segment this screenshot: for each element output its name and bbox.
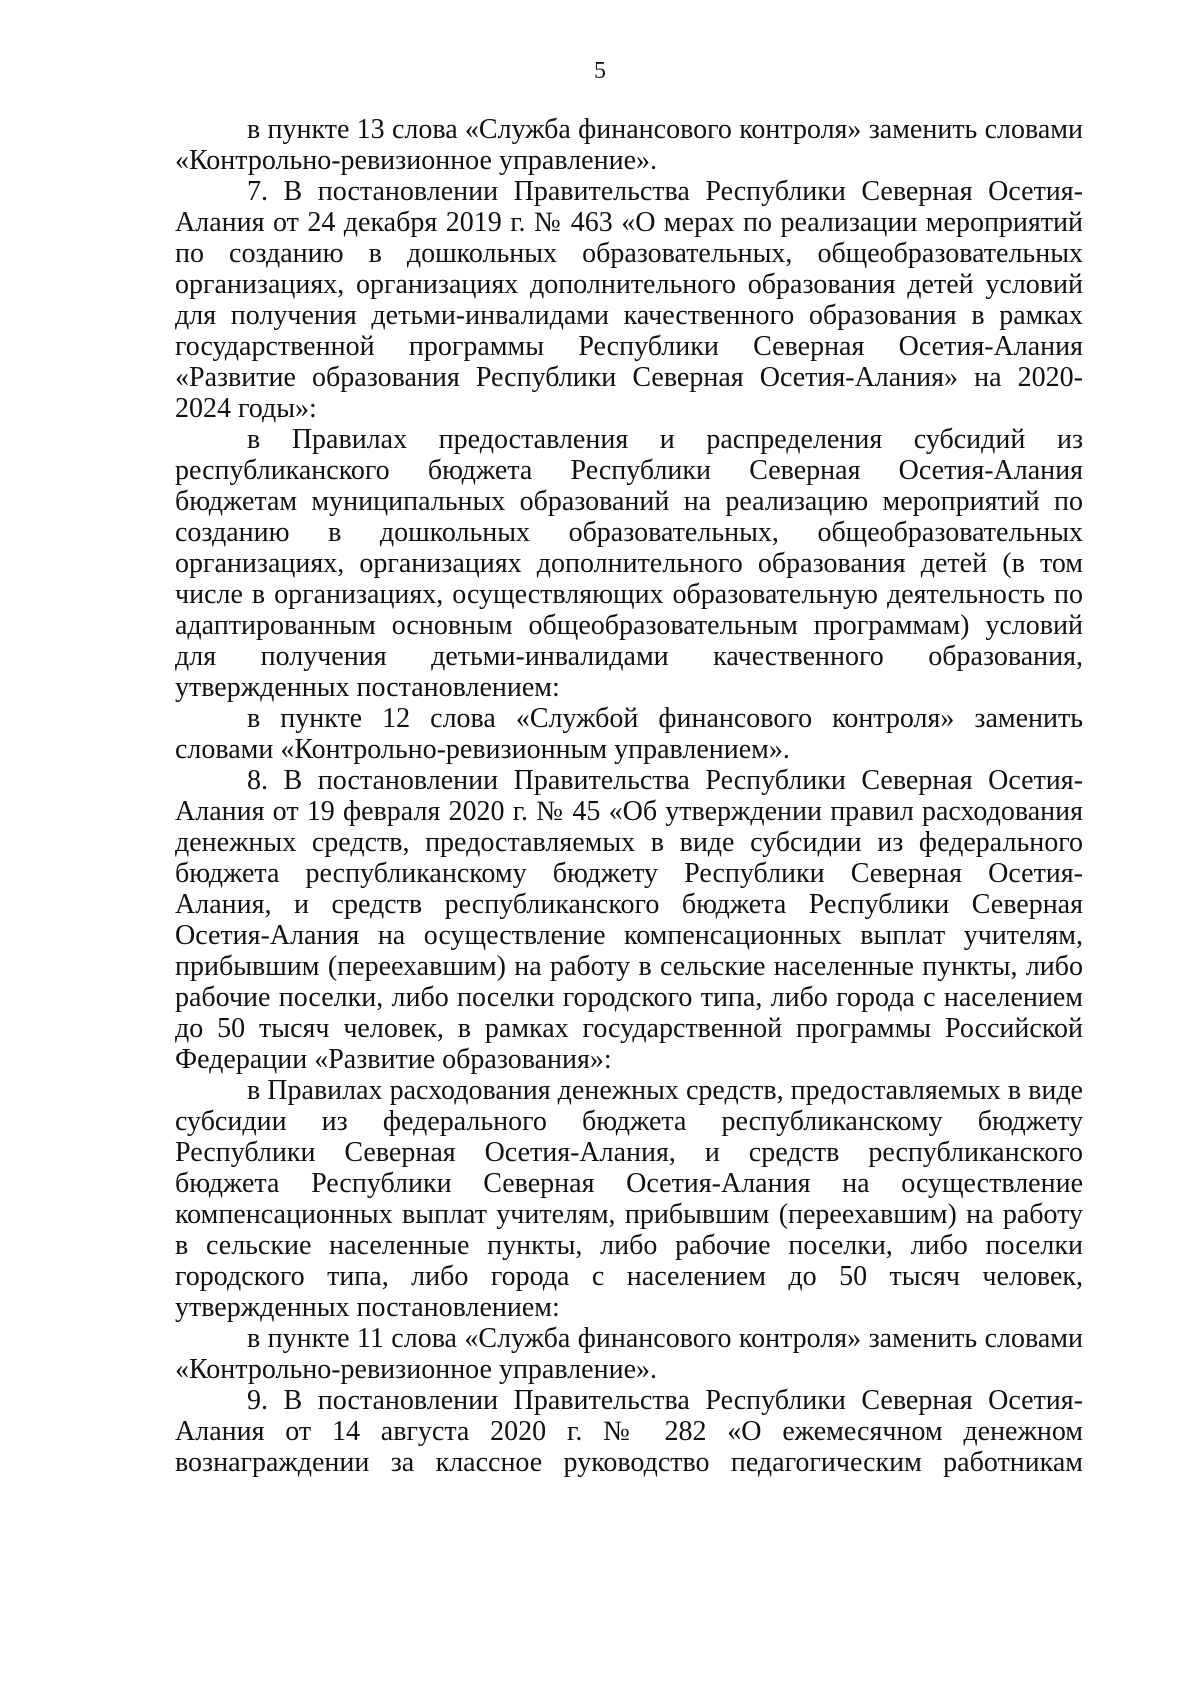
page-number: 5	[594, 58, 606, 84]
paragraph-section-8: 8. В постановлении Правительства Республики Северная Осетия-Алания от 19 февраля 2020 г. № 45 «Об утверждении правил расходования денежных средств, предоставляемых в виде субсидии из федерального бюджета республиканскому бюджету Республики Северная Осетия-Алания, и средств республиканского бюджета Республики Северная Осетия-Алания на осуществление компенсационных выплат учителям, прибывшим (переехавшим) на работу в сельские населенные пункты, либо рабочие поселки, либо поселки городского типа, либо города с населением до 50 тысяч человек, в рамках государственной программы Российской Федерации «Развитие образования»:	[175, 765, 1083, 1075]
document-body	[175, 114, 1083, 1478]
paragraph-rules-spending: в Правилах расходования денежных средств, предоставляемых в виде субсидии из федерального бюджета республиканскому бюджету Республики Северная Осетия-Алания, и средств республиканского бюджета Республики Северная Осетия-Алания на осуществление компенсационных выплат учителям, прибывшим (переехавшим) на работу в сельские населенные пункты, либо рабочие поселки, либо поселки городского типа, либо города с населением до 50 тысяч человек, утвержденных постановлением:	[175, 1075, 1083, 1323]
paragraph-section-9: 9. В постановлении Правительства Республики Северная Осетия-Алания от 14 августа 2020 г. № 282 «О ежемесячном денежном вознаграждении за классное руководство педагогическим работникам	[175, 1385, 1083, 1478]
paragraph-section-7: 7. В постановлении Правительства Республики Северная Осетия-Алания от 24 декабря 2019 г. № 463 «О мерах по реализации мероприятий по созданию в дошкольных образовательных, общеобразовательных организациях, организациях дополнительного образования детей условий для получения детьми-инвалидами качественного образования в рамках государственной программы Республики Северная Осетия-Алания «Развитие образования Республики Северная Осетия-Алания» на 2020-2024 годы»:	[175, 176, 1083, 424]
paragraph-item-11-amendment: в пункте 11 слова «Служба финансового контроля» заменить словами «Контрольно-ревизионное управление».	[175, 1323, 1083, 1385]
paragraph-item-13-amendment: в пункте 13 слова «Служба финансового контроля» заменить словами «Контрольно-ревизионное управление».	[175, 114, 1083, 176]
paragraph-rules-subsidies: в Правилах предоставления и распределения субсидий из республиканского бюджета Республики Северная Осетия-Алания бюджетам муниципальных образований на реализацию мероприятий по созданию в дошкольных образовательных, общеобразовательных организациях, организациях дополнительного образования детей (в том числе в организациях, осуществляющих образовательную деятельность по адаптированным основным общеобразовательным программам) условий для получения детьми-инвалидами качественного образования, утвержденных постановлением:	[175, 424, 1083, 703]
paragraph-item-12-amendment: в пункте 12 слова «Службой финансового контроля» заменить словами «Контрольно-ревизионным управлением».	[175, 703, 1083, 765]
